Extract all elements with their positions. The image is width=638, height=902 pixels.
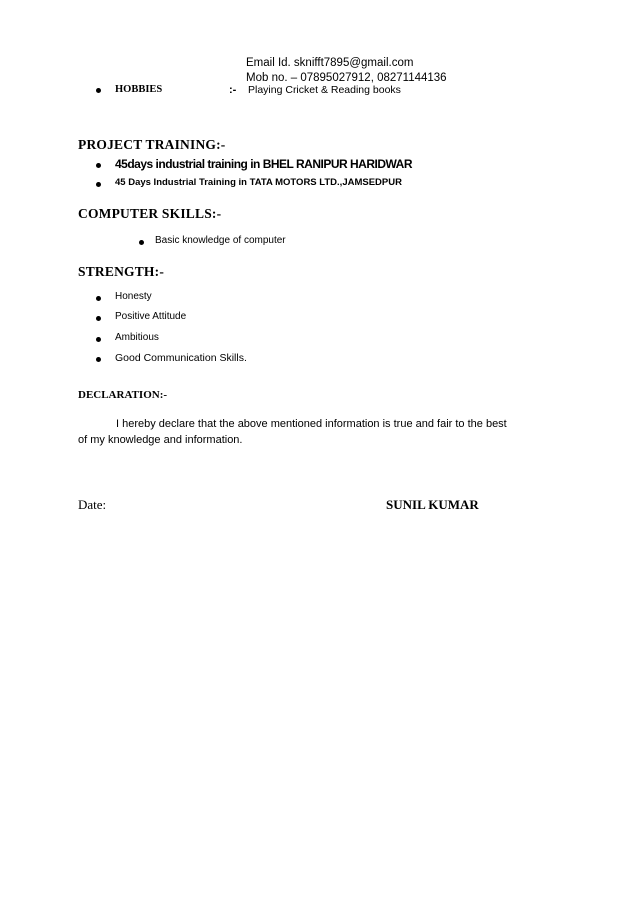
bullet-icon <box>139 240 144 245</box>
hobbies-label: HOBBIES <box>115 84 163 95</box>
declaration-line: I hereby declare that the above mentioned information is true and fair to the best <box>116 418 507 430</box>
mobile-line: Mob no. – 07895027912, 08271144136 <box>246 72 447 84</box>
strength-item: Ambitious <box>115 332 159 343</box>
computer-skill-item: Basic knowledge of computer <box>155 235 286 246</box>
signatory-name: SUNIL KUMAR <box>386 497 479 512</box>
strength-item: Honesty <box>115 291 152 302</box>
email-line: Email Id. sknifft7895@gmail.com <box>246 57 414 69</box>
strength-item: Positive Attitude <box>115 311 187 322</box>
bullet-icon <box>96 182 101 187</box>
bullet-icon <box>96 296 101 301</box>
strength-item: Good Communication Skills. <box>115 352 247 364</box>
project-training-heading: PROJECT TRAINING:- <box>78 137 226 152</box>
project-training-item: 45 Days Industrial Training in TATA MOTORS LTD.,JAMSEDPUR <box>115 177 402 188</box>
declaration-line: of my knowledge and information. <box>78 434 243 446</box>
hobbies-value: Playing Cricket & Reading books <box>248 84 401 96</box>
strength-heading: STRENGTH:- <box>78 264 165 279</box>
project-training-item: 45days industrial training in BHEL RANIPUR HARIDWAR <box>115 157 412 171</box>
date-label: Date: <box>78 497 107 512</box>
bullet-icon <box>96 337 101 342</box>
bullet-icon <box>96 316 101 321</box>
bullet-icon <box>96 88 101 93</box>
bullet-icon <box>96 163 101 168</box>
declaration-heading: DECLARATION:- <box>78 389 168 401</box>
computer-skills-heading: COMPUTER SKILLS:- <box>78 206 222 221</box>
hobbies-separator: :- <box>229 84 237 96</box>
bullet-icon <box>96 357 101 362</box>
